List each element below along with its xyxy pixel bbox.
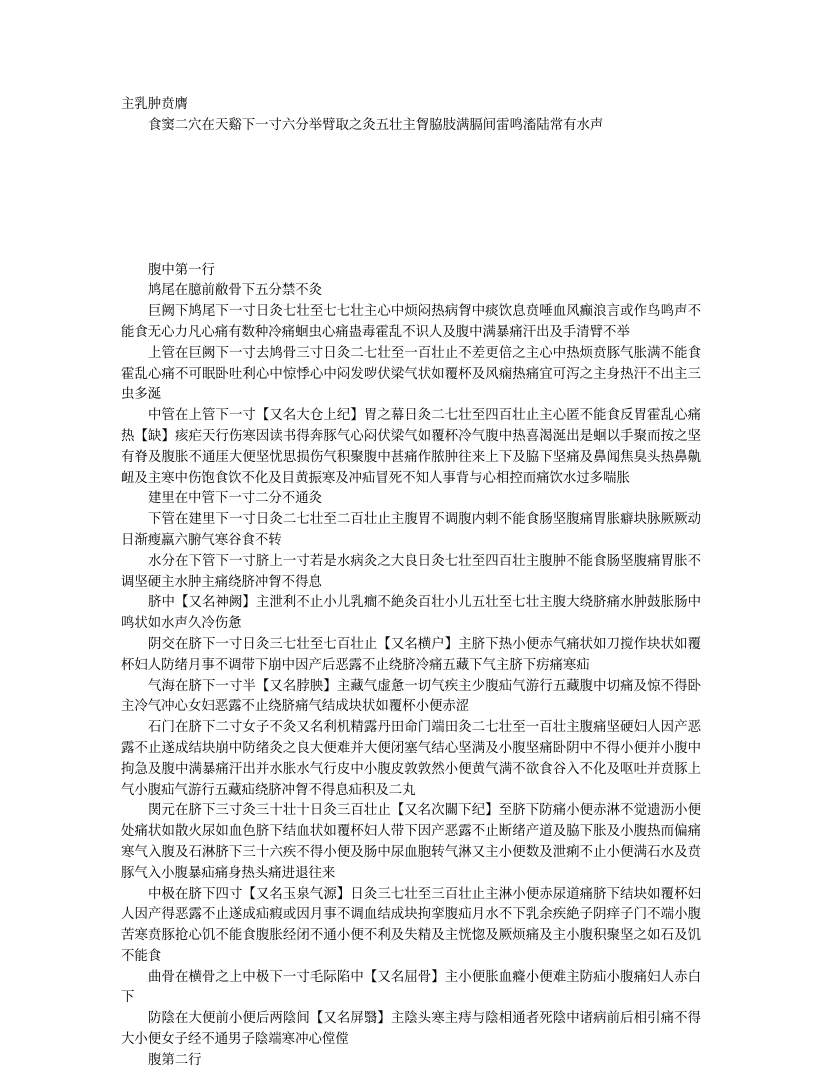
paragraph: 上管在巨阙下一寸去鸠骨三寸日灸二七壮至一百壮止不差更倍之主心中热烦贲豚气胀满不能食霍乱心痛不可眠卧吐利心中惊悸心中闷发哕伏梁气状如覆杯及风痫热痛宜可泻之主身热汗不出主三虫多涎 [121, 345, 701, 403]
paragraph: 脐中【又名神阙】主泄利不止小儿乳癎不絶灸百壮小儿五壮至七壮主腹大绕脐痛水肿鼓胀肠中鸣状如水声久冷伤惫 [121, 595, 701, 632]
section-heading: 腹第二行 [148, 1052, 202, 1068]
paragraph: 下管在建里下一寸日灸二七壮至二百壮止主腹胃不调腹内剌不能食肠坚腹痛胃胀癖块脉厥厥动日渐瘦羸六腑气寒谷食不转 [121, 512, 701, 548]
paragraph: 水分在下管下一寸脐上一寸若是水病灸之大良日灸七壮至四百壮主腹肿不能食肠坚腹痛胃胀不调坚硬主水肿主痛绕脐冲胷不得息 [121, 553, 701, 590]
paragraph: 石门在脐下二寸女子不灸又名利机精露丹田命门端田灸二七壮至一百壮主腹痛坚硬妇人因产恶露不止遂成结块崩中防绪灸之良大便难并大便闭塞气结心坚满及小腹坚痛卧阴中不得小便并小腹中拘急及腹中满暴痛汗出并水胀水气行皮中小腹皮敦敦然小便黄气满不欲食谷入不化及呕吐并贲豚上气小腹疝气游行五藏疝绕脐冲胷不得息疝积及二丸 [121, 720, 701, 798]
paragraph: 食窦二穴在天谿下一寸六分举臂取之灸五壮主胷脇肢满膈间雷鸣滀陆常有水声 [148, 117, 604, 133]
section-heading: 腹中第一行 [148, 262, 215, 278]
paragraph: 防陰在大便前小便后两陰间【又名屏翳】主陰头寒主痔与陰相通者死陰中诸病前后相引痛不得大小便女子经不通男子陰端寒冲心㑽㑽 [121, 1011, 701, 1048]
paragraph: 中极在脐下四寸【又名玉泉气源】日灸三七壮至三百壮止主淋小便赤尿道痛脐下结块如覆杯妇人因产得恶露不止遂成疝瘕或因月事不调血结成块拘挛腹疝月水不下乳余疾絶子阴痒子门不端小腹苦寒贲豚抢心饥不能食腹胀经闭不通小便不利及失精及主恍惚及厥烦痛及主小腹积聚坚之如石及饥不能食 [121, 886, 701, 964]
paragraph: 建里在中管下一寸二分不通灸 [148, 491, 323, 507]
blank-gap [121, 137, 701, 261]
heading-line: 主乳肿贲膺 [121, 97, 188, 112]
paragraph: 鸠尾在臆前敝骨下五分禁不灸 [148, 283, 323, 299]
paragraph: 阴交在脐下一寸日灸三七壮至七百壮止【又名横户】主脐下热小便赤气痛状如刀搅作块状如覆杯妇人防绪月事不调带下崩中因产后恶露不止绕脐冷痛五藏下气主脐下疠痛寒疝 [121, 636, 701, 673]
document-page [121, 95, 715, 1072]
paragraph: 巨阙下鸠尾下一寸日灸七壮至七七壮主心中烦闷热病胷中痰饮息贲唾血风癫浪言或作鸟鸣声不能食无心力凡心痛有数种冷痛蛔虫心痛蛊毒霍乱不识人及腹中满暴痛汗出及手清臂不举 [121, 304, 701, 340]
paragraph: 曲骨在横骨之上中极下一寸毛际陷中【又名屈骨】主小便胀血癃小便难主防疝小腹痛妇人赤白 下 [121, 969, 715, 1006]
paragraph: 関元在脐下三寸灸三十壮十日灸三百壮止【又名次關下纪】至脐下防痛小便赤淋不觉遗沥小便处痛状如散火尿如血色脐下结血状如覆杯妇人带下因产恶露不止断绪产道及脇下胀及小腹热而偏痛寒气入腹及石淋脐下三十六疾不得小便及肠中尿血胞转气淋又主小便数及泄痢不止小便满石水及贲豚气入小腹暴疝痛身热头痛进退往来 [121, 803, 701, 881]
paragraph: 气海在脐下一寸半【又名脖胦】主藏气虚惫一切气疾主少腹疝气游行五藏腹中切痛及惊不得卧主冷气冲心女妇恶露不止绕脐痛气结成块状如覆杯小便赤涩 [121, 678, 701, 715]
paragraph: 中管在上管下一寸【又名大仓上纪】胃之幕日灸二七壮至四百壮止主心匿不能食反胃霍乱心痛热【缺】痎疟天行伤寒因读书得奔豚气心闷伏梁气如覆杯冷气腹中热喜渴涎出是蛔以手聚而按之坚有脊及腹胀不通厓大便坚忧思损伤气积聚腹中甚痛作脓肿往来上下及脇下坚痛及鼻闻焦臭头热鼻鼽衄及主寒中伤饱食饮不化及目黄振寒及冲疝冒死不知人事背与心相控而痛饮水过多喘胀 [121, 408, 701, 486]
